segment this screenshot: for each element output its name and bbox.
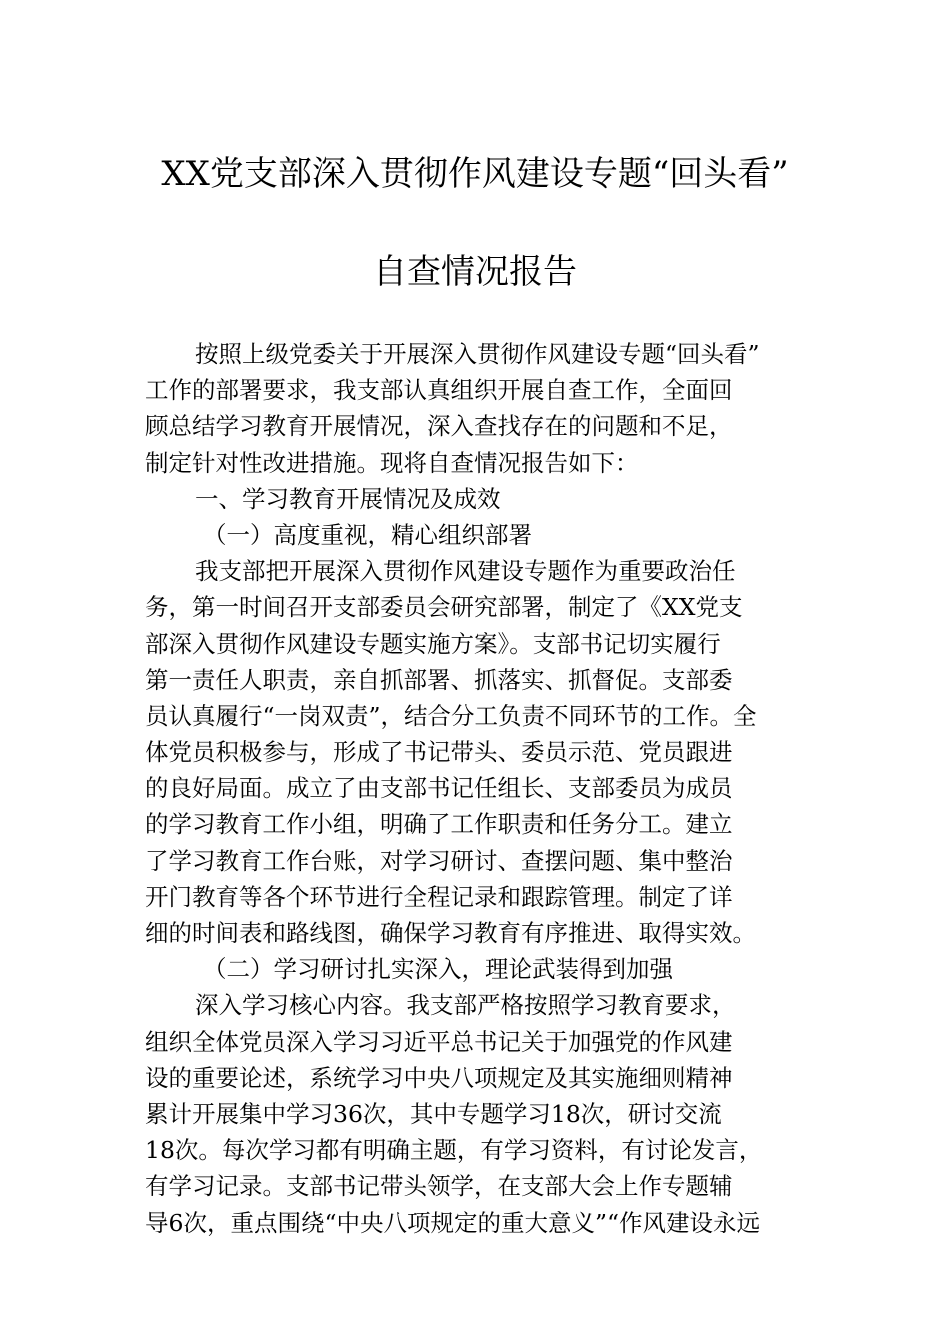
paragraph-line: 细的时间表和路线图，确保学习教育有序推进、取得实效。: [145, 919, 756, 947]
paragraph-line: 工作的部署要求，我支部认真组织开展自查工作，全面回: [145, 376, 733, 405]
paragraph-line: 设的重要论述，系统学习中央八项规定及其实施细则精神: [145, 1063, 733, 1092]
subsection-heading: （一）高度重视，精心组织部署: [203, 520, 532, 549]
paragraph-line: 第一责任人职责，亲自抓部署、抓落实、抓督促。支部委: [145, 665, 733, 694]
paragraph-line: 员认真履行“一岗双责”，结合分工负责不同环节的工作。全: [145, 701, 757, 730]
paragraph-line: 部深入贯彻作风建设专题实施方案》。支部书记切实履行: [145, 629, 721, 658]
document-body: [145, 336, 815, 1241]
paragraph-line: 制定针对性改进措施。现将自查情况报告如下：: [145, 448, 639, 477]
paragraph-line: 有学习记录。支部书记带头领学，在支部大会上作专题辅: [145, 1172, 733, 1201]
paragraph-line: 组织全体党员深入学习习近平总书记关于加强党的作风建: [145, 1027, 733, 1056]
document-title-line-2: 自查情况报告: [373, 252, 577, 292]
paragraph-line: 导6次，重点围绕“中央八项规定的重大意义”“作风建设永远: [145, 1208, 760, 1237]
paragraph-line: 顾总结学习教育开展情况，深入查找存在的问题和不足，: [145, 412, 733, 441]
paragraph-line: 体党员积极参与，形成了书记带头、委员示范、党员跟进: [145, 738, 733, 767]
paragraph-line: 务，第一时间召开支部委员会研究部署，制定了《XX党支: [145, 593, 743, 622]
paragraph-line: 深入学习核心内容。我支部严格按照学习教育要求，: [195, 991, 736, 1020]
paragraph-line: 的良好局面。成立了由支部书记任组长、支部委员为成员: [145, 774, 733, 803]
paragraph-line: 累计开展集中学习36次，其中专题学习18次，研讨交流: [145, 1099, 722, 1128]
paragraph-line: 的学习教育工作小组，明确了工作职责和任务分工。建立: [145, 810, 733, 839]
subsection-heading: （二）学习研讨扎实深入，理论武装得到加强: [203, 955, 673, 984]
paragraph-line: 了学习教育工作台账，对学习研讨、查摆问题、集中整治: [145, 846, 733, 875]
paragraph-line: 我支部把开展深入贯彻作风建设专题作为重要政治任: [195, 557, 736, 586]
paragraph-line: 18次。每次学习都有明确主题，有学习资料，有讨论发言，: [145, 1136, 763, 1165]
section-heading: 一、学习教育开展情况及成效: [195, 484, 501, 513]
paragraph-line: 按照上级党委关于开展深入贯彻作风建设专题“回头看”: [195, 340, 760, 368]
paragraph-line: 开门教育等各个环节进行全程记录和跟踪管理。制定了详: [145, 882, 733, 911]
document-title-line-1: XX党支部深入贯彻作风建设专题“回头看”: [161, 154, 789, 194]
